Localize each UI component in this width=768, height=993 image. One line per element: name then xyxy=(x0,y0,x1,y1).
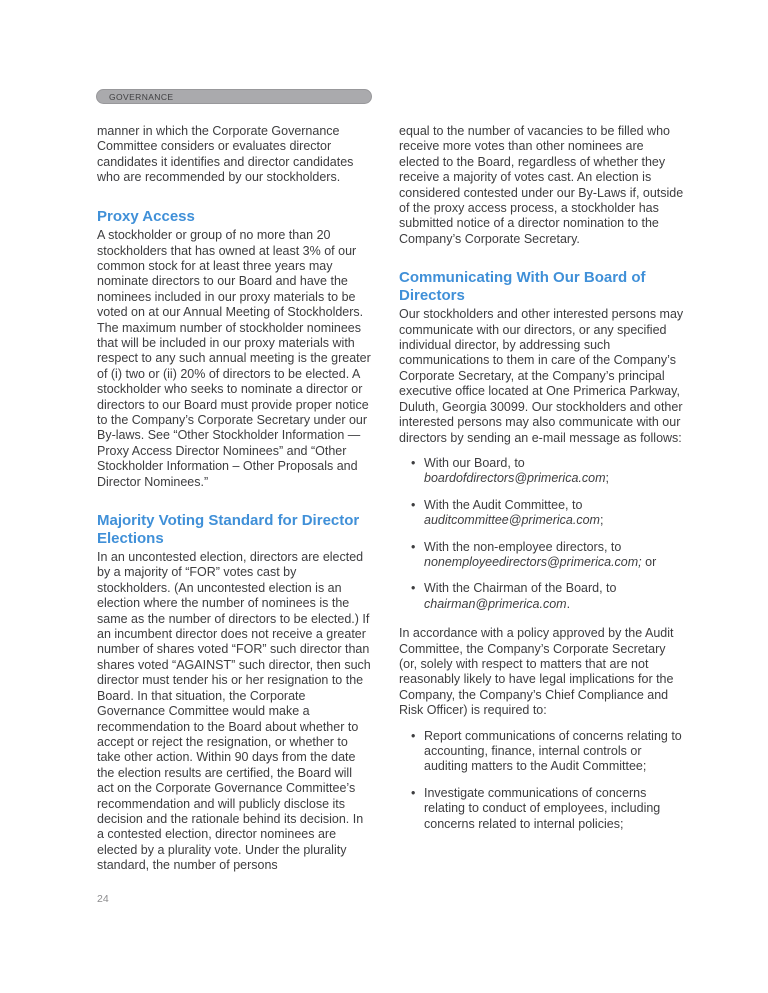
bullet-dot-icon: • xyxy=(411,539,416,554)
email-bullet-suffix: or xyxy=(641,554,657,569)
bullet-dot-icon: • xyxy=(411,728,416,743)
email-bullet-text: With our Board, to xyxy=(424,455,525,470)
left-column xyxy=(97,124,372,874)
email-bullet-text: With the Chairman of the Board, to xyxy=(424,581,617,596)
page-number: 24 xyxy=(97,893,109,905)
email-bullet-suffix: ; xyxy=(599,513,604,528)
section-majority-voting xyxy=(97,512,372,874)
governance-badge-label: GOVERNANCE xyxy=(109,91,174,102)
email-bullet-suffix: . xyxy=(566,596,571,611)
two-column-layout xyxy=(97,124,687,874)
bullet-dot-icon: • xyxy=(411,785,416,800)
section-communicating-board xyxy=(399,269,687,832)
task-bullet-report xyxy=(399,729,687,775)
governance-section-badge xyxy=(96,89,372,104)
chairman-email-address: chairman@primerica.com xyxy=(424,596,567,611)
email-bullet-list xyxy=(399,456,687,612)
majority-voting-heading: Majority Voting Standard for Director Elections xyxy=(97,512,360,547)
task-bullet-investigate xyxy=(399,786,687,832)
non-employee-email-address: nonemployeedirectors@primerica.com; xyxy=(424,554,642,569)
task-bullet-list xyxy=(399,729,687,832)
audit-email-address: auditcommittee@primerica.com xyxy=(424,513,600,528)
task-bullet-text: Report communications of concerns relating to accounting, finance, internal controls or auditing matters to the Audit Committee; xyxy=(424,728,682,774)
communicating-board-heading: Communicating With Our Board of Directors xyxy=(399,269,646,304)
email-bullet-suffix: ; xyxy=(605,471,609,486)
bullet-dot-icon: • xyxy=(411,581,416,596)
right-column xyxy=(399,124,687,874)
majority-voting-body: In an uncontested election, directors are elected by a majority of “FOR” votes cast by stockholders. (An uncontested election is an election where the number of nominees is the same as the number of directors to be elected.) If an incumbent director does not receive a greater number of shares voted “FOR” such director than shares voted “AGAINST” such director, then such director must tender his or her resignation to the Board. In that situation, the Corporate Governance Committee would make a recommendation to the Board about whether to accept or reject the resignation, or whether to take other action. Within 90 days from the date the election results are certified, the Board will act on the Corporate Governance Committee’s recommendation and will publicly disclose its decision and the rationale behind its decision. In a contested election, director nominees are elected by a plurality vote. Under the plurality standard, the number of persons xyxy=(97,550,371,873)
left-intro-paragraph: manner in which the Corporate Governance Committee considers or evaluates director candidates it identifies and director candidates who are recommended by our stockholders. xyxy=(97,124,354,185)
bullet-dot-icon: • xyxy=(411,455,416,470)
task-bullet-text: Investigate communications of concerns relating to conduct of employees, including concerns related to internal policies; xyxy=(424,785,661,831)
email-bullet-board xyxy=(399,456,687,487)
policy-paragraph: In accordance with a policy approved by the Audit Committee, the Company’s Corporate Secretary (or, solely with respect to matters that are not reasonably likely to have legal implications for the Company, the Company’s Chief Compliance and Risk Officer) is required to: xyxy=(399,626,674,718)
email-bullet-chairman xyxy=(399,581,687,612)
right-intro-paragraph: equal to the number of vacancies to be filled who receive more votes than other nominees are elected to the Board, regardless of whether they receive a majority of votes cast. An election is considered contested under our By-Laws if, outside of the proxy access process, a stockholder has submitted notice of a director nomination to the Company’s Corporate Secretary. xyxy=(399,124,684,246)
email-bullet-audit xyxy=(399,498,687,529)
email-bullet-non-employee xyxy=(399,540,687,571)
email-bullet-text: With the non-employee directors, to xyxy=(424,539,622,554)
proxy-access-body: A stockholder or group of no more than 20 stockholders that has owned at least 3% of our common stock for at least three years may nominate directors to our Board and have the nominees included in our proxy materials to be voted on at our Annual Meeting of Stockholders. The maximum number of stockholder nominees that will be included in our proxy materials with respect to any such annual meeting is the greater of (i) two or (ii) 20% of directors to be elected. A stockholder who seeks to nominate a director or directors to our Board must provide proper notice to the Company’s Corporate Secretary under our By-laws. See “Other Stockholder Information — Proxy Access Director Nominees” and “Other Stockholder Information – Other Proposals and Director Nominees.” xyxy=(97,228,371,489)
board-email-address: boardofdirectors@primerica.com xyxy=(424,471,606,486)
email-bullet-text: With the Audit Committee, to xyxy=(424,497,583,512)
proxy-access-heading: Proxy Access xyxy=(97,207,195,225)
section-proxy-access xyxy=(97,208,372,490)
communicating-board-body: Our stockholders and other interested persons may communicate with our directors, or any specified individual director, by addressing such communications to them in care of the Company’s Corporate Secretary, at the Company’s principal executive office located at One Primerica Parkway, Duluth, Georgia 30099. Our stockholders and other interested persons may also communicate with our directors by sending an e-mail message as follows: xyxy=(399,307,684,445)
bullet-dot-icon: • xyxy=(411,497,416,512)
